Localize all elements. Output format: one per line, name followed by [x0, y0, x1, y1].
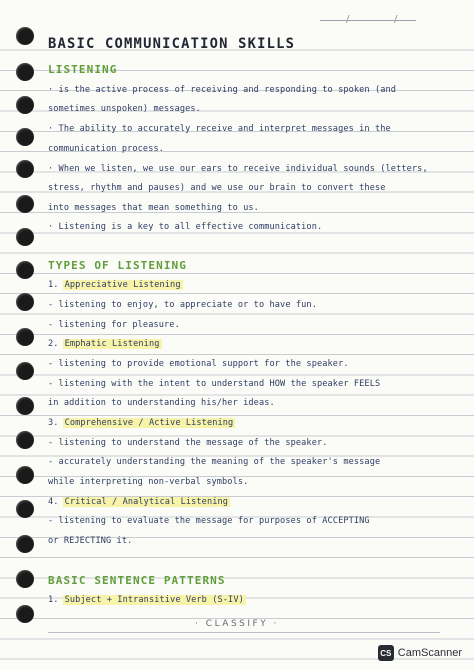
binder-hole — [16, 293, 34, 311]
type-line: - listening for pleasure. — [48, 320, 180, 330]
type-line: in addition to understanding his/her ideas. — [48, 398, 275, 408]
type-line: or REJECTING it. — [48, 536, 133, 546]
type-line: - listening to enjoy, to appreciate or to have fun. — [48, 300, 317, 310]
binder-hole — [16, 195, 34, 213]
listening-type-title — [48, 497, 230, 507]
listening-line: · is the active process of receiving and responding to spoken (and — [48, 85, 397, 95]
notebook-brand: · CLASSIFY · — [195, 619, 279, 629]
binder-hole — [16, 228, 34, 246]
binder-hole — [16, 397, 34, 415]
binder-hole — [16, 96, 34, 114]
type-number: 2. — [48, 339, 59, 349]
highlighted-label: Emphatic Listening — [64, 339, 160, 349]
type-line: - listening to provide emotional support for the speaker. — [48, 359, 349, 369]
date-line — [320, 20, 416, 21]
binder-hole — [16, 63, 34, 81]
type-line: while interpreting non-verbal symbols. — [48, 477, 249, 487]
types-heading: TYPES OF LISTENING — [48, 259, 188, 272]
type-number: 3. — [48, 418, 59, 428]
binder-hole — [16, 261, 34, 279]
type-line: - listening to evaluate the message for purposes of ACCEPTING — [48, 516, 370, 526]
type-line: - accurately understanding the meaning of the speaker's message — [48, 457, 381, 467]
listening-type-title — [48, 418, 235, 428]
binder-hole — [16, 362, 34, 380]
highlighted-label: Appreciative Listening — [64, 280, 181, 290]
binder-hole — [16, 431, 34, 449]
listening-line: · Listening is a key to all effective communication. — [48, 222, 323, 232]
page-header-area — [0, 0, 474, 38]
type-number: 4. — [48, 497, 59, 507]
listening-line: sometimes unspoken) messages. — [48, 104, 201, 114]
pattern-number: 1. — [48, 595, 59, 605]
listening-type-title — [48, 280, 183, 290]
binder-hole — [16, 570, 34, 588]
sentence-pattern-item — [48, 595, 246, 605]
listening-line: · When we listen, we use our ears to receive individual sounds (letters, — [48, 164, 428, 174]
highlighted-pattern: Subject + Intransitive Verb (S-IV) — [64, 595, 244, 605]
type-line: - listening with the intent to understand HOW the speaker FEELS — [48, 379, 381, 389]
binder-hole — [16, 535, 34, 553]
highlighted-label: Critical / Analytical Listening — [64, 497, 229, 507]
footer-rule — [48, 632, 440, 633]
listening-line: communication process. — [48, 144, 165, 154]
listening-heading: LISTENING — [48, 63, 118, 76]
page-title: BASIC COMMUNICATION SKILLS — [48, 36, 296, 52]
binder-hole — [16, 328, 34, 346]
listening-line: · The ability to accurately receive and interpret messages in the — [48, 124, 391, 134]
type-number: 1. — [48, 280, 59, 290]
binder-hole — [16, 27, 34, 45]
binder-hole — [16, 128, 34, 146]
binder-hole — [16, 500, 34, 518]
listening-type-title — [48, 339, 162, 349]
listening-line: into messages that mean something to us. — [48, 203, 259, 213]
highlighted-label: Comprehensive / Active Listening — [64, 418, 234, 428]
listening-line: stress, rhythm and pauses) and we use our brain to convert these — [48, 183, 386, 193]
scanner-watermark — [378, 645, 462, 661]
camscanner-label: CamScanner — [397, 647, 462, 659]
binder-hole — [16, 466, 34, 484]
type-line: - listening to understand the message of the speaker. — [48, 438, 328, 448]
binder-hole — [16, 160, 34, 178]
camscanner-logo-icon: CS — [378, 645, 394, 661]
sentence-patterns-heading: BASIC SENTENCE PATTERNS — [48, 574, 226, 587]
